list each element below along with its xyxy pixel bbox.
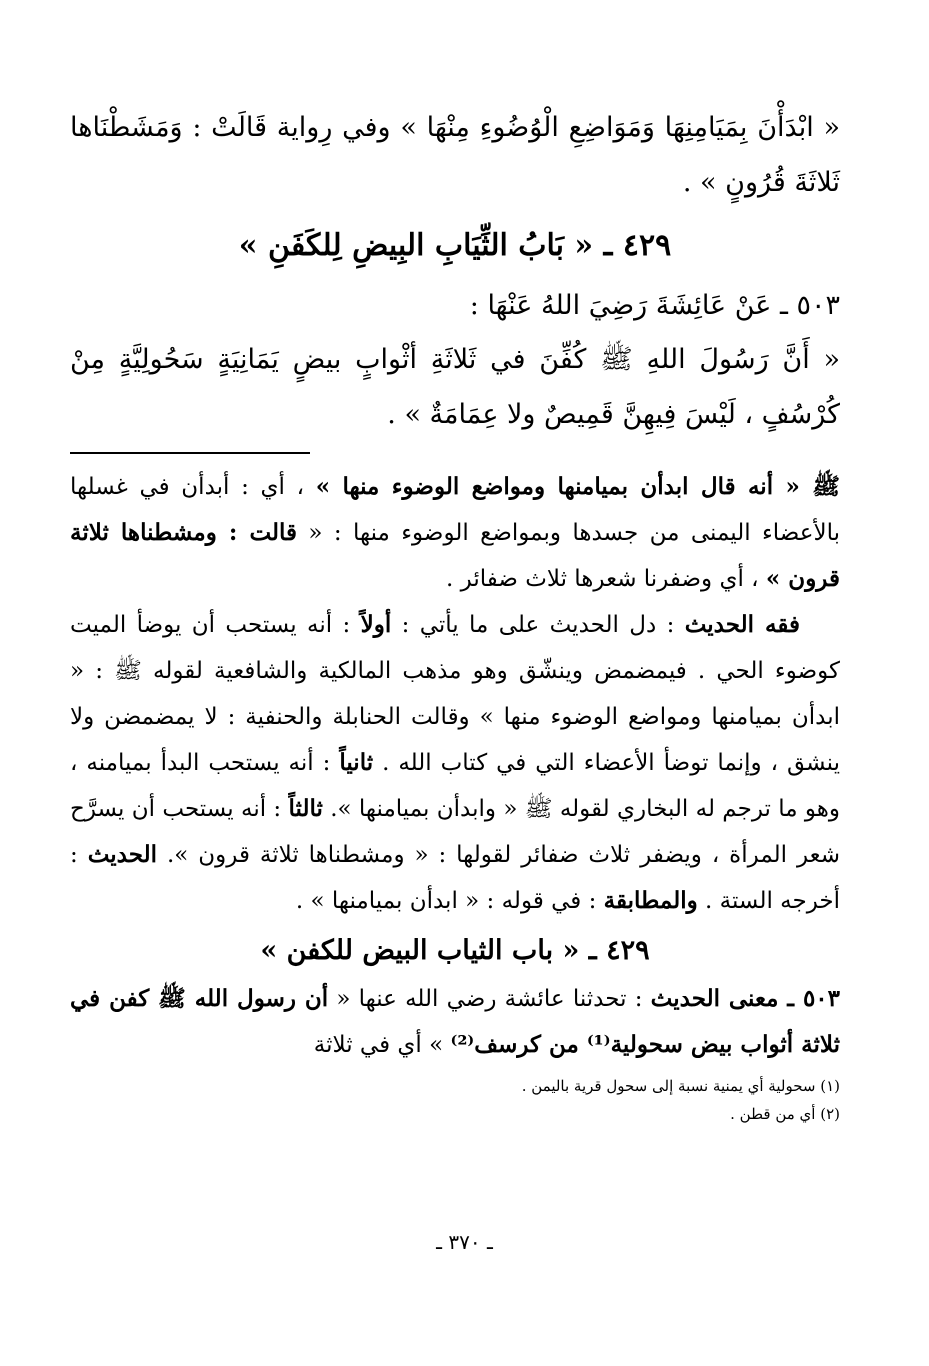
- meaning-label: ٥٠٣ ـ معنى الحديث: [650, 985, 840, 1012]
- third-label: ثالثاً: [288, 795, 323, 822]
- footnote-1: (١) سحولية أي يمنية نسبة إلى سحول قرية باليمن .: [521, 1077, 840, 1095]
- fiqh-text-f: : في قوله : « ابدأن بميامنها » .: [295, 888, 597, 914]
- second-label: ثانياً: [339, 749, 374, 776]
- commentary-text-end: ، أي وضفرنا شعرها ثلاث ضفائر .: [446, 566, 759, 592]
- fiqh-text-a: : دل الحديث على ما يأتي :: [401, 612, 675, 638]
- hadith-text: « أَنَّ رَسُولَ اللهِ ﷺ كُفِّنَ في ثَلاثَةِ أثْوابٍ بيضٍ يَمَانِيَةٍ سَحُولِيَّةٍ مِنْ كُرْسُفٍ ، لَيْسَ فِيهِنَّ قَمِيصٌ ولا عِمَامَةٌ » .: [70, 344, 840, 430]
- fiqh-paragraph: [70, 602, 840, 924]
- page-body: [70, 100, 840, 1128]
- footnotes: [70, 1072, 840, 1128]
- fiqh-text-c: : أنه يستحب البدأ بميامنه ، وهو ما ترجم له البخاري لقوله ﷺ « وابدأن بميامنها ».: [70, 750, 840, 822]
- separator-rule: [70, 452, 310, 454]
- fiqh-text-e: : أخرجه الستة .: [70, 842, 840, 914]
- meaning-text-a: : تحدثنا عائشة رضي الله عنها «: [336, 986, 643, 1012]
- fiqh-text-d: : أنه يستحب أن يسرَّح شعر المرأة ، ويضفر ثلاث ضفائر لقولها : « ومشطناها ثلاثة قرون ».: [70, 796, 840, 868]
- meaning-quote: أن رسول الله ﷺ كفن في ثلاثة أثواب بيض سحولية⁽¹⁾ من كرسف⁽²⁾: [70, 985, 840, 1058]
- hadith-heading: ٥٠٣ ـ عَنْ عَائِشَةَ رَضِيَ اللهُ عَنْهَا :: [469, 290, 840, 321]
- chapter-title: ٤٢٩ ـ « بَابُ الثِّيَابِ البِيضِ لِلكَفَنِ »: [238, 228, 672, 263]
- meaning-paragraph: [70, 976, 840, 1068]
- footnote-2: (٢) أي من قطن .: [730, 1105, 840, 1123]
- chapter-title-2: ٤٢٩ ـ « باب الثياب البيض للكفن »: [260, 935, 650, 966]
- first-label: أولاً: [360, 611, 392, 638]
- fiqh-label: فقه الحديث: [684, 611, 801, 638]
- page-number: ـ ٣٧٠ ـ: [436, 1230, 493, 1254]
- hadith-tail: « ابْدَأْنَ بِمَيَامِنِهَا وَمَوَاضِعِ الْوُضُوءِ مِنْهَا » وفي رِواية قَالَتْ : وَمَشَطْنَاها ثَلاثَةَ قُرُونٍ » .: [70, 112, 840, 198]
- meaning-text-b: » أي في ثلاثة: [313, 1032, 444, 1058]
- commentary-quote: ﷺ « أنه قال ابدأن بميامنها ومواضع الوضوء منها »: [315, 473, 840, 500]
- commentary-quote-2: قالت : ومشطناها ثلاثة قرون »: [70, 519, 840, 592]
- match-label: والمطابقة: [603, 887, 698, 914]
- hadith-label: الحديث: [87, 841, 157, 868]
- commentary-paragraph-1: [70, 464, 840, 602]
- commentary-text: ، أي : أبدأن في غسلها بالأعضاء اليمنى من جسدها وبمواضع الوضوء منها : «: [70, 474, 840, 546]
- fiqh-text-b: : أنه يستحب أن يوضأ الميت كوضوء الحي . فيمضمض وينشّق وهو مذهب المالكية والشافعية لقوله ﷺ : « ابدأن بميامنها ومواضع الوضوء منها » وقالت الحنابلة والحنفية : لا يمضمضن ولا ينشق ، وإنما توضأ الأعضاء التي في كتاب الله .: [70, 612, 840, 776]
